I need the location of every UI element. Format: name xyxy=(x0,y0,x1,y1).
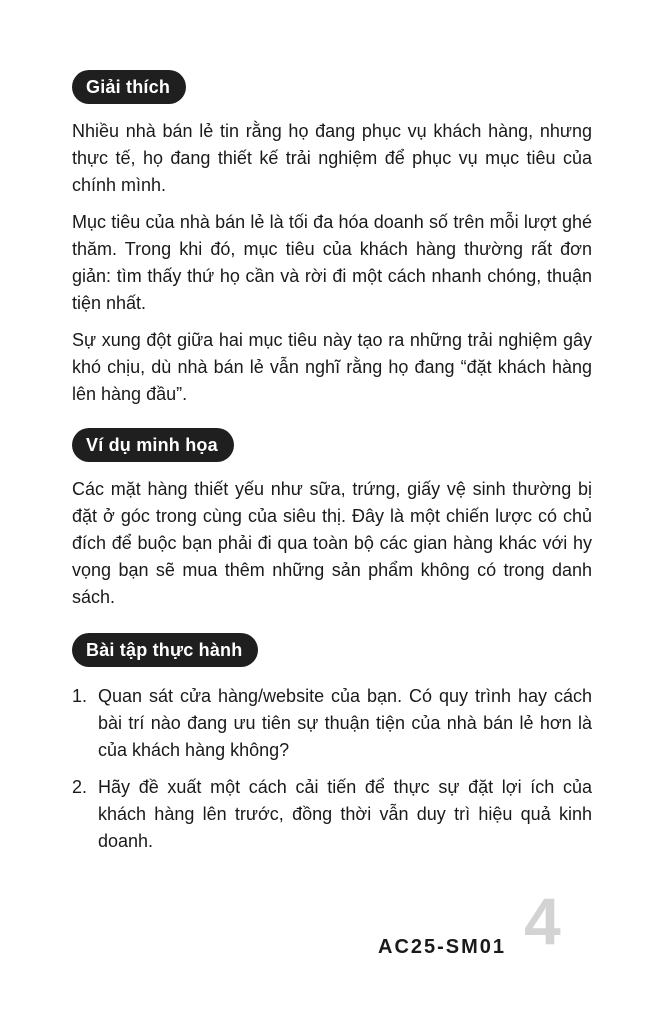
exercise-item-text: Hãy đề xuất một cách cải tiến để thực sự đặt lợi ích của khách hàng lên trước, đồng thời vẫn duy trì hiệu quả kinh doanh. xyxy=(98,777,592,851)
section-title-exercise: Bài tập thực hành xyxy=(72,633,258,667)
explanation-paragraph-2: Mục tiêu của nhà bán lẻ là tối đa hóa doanh số trên mỗi lượt ghé thăm. Trong khi đó, mục tiêu của khách hàng thường rất đơn giản: tìm thấy thứ họ cần và rời đi một cách nhanh chóng, thuận tiện nhất. xyxy=(72,212,592,313)
exercise-list xyxy=(72,683,592,855)
section-title-example: Ví dụ minh họa xyxy=(72,428,234,462)
section-example xyxy=(72,428,592,611)
footer-code: AC25-SM01 xyxy=(378,936,507,958)
page-content xyxy=(72,70,592,855)
section-title-explanation: Giải thích xyxy=(72,70,186,104)
exercise-item-number: 2. xyxy=(72,777,88,797)
exercise-item xyxy=(72,683,592,764)
explanation-paragraph-3: Sự xung đột giữa hai mục tiêu này tạo ra những trải nghiệm gây khó chịu, dù nhà bán lẻ vẫn nghĩ rằng họ đang “đặt khách hàng lên hàng đầu”. xyxy=(72,330,592,404)
example-paragraph: Các mặt hàng thiết yếu như sữa, trứng, giấy vệ sinh thường bị đặt ở góc trong cùng của siêu thị. Đây là một chiến lược có chủ đích để buộc bạn phải đi qua toàn bộ các gian hàng khác với hy vọng bạn sẽ mua thêm những sản phẩm không có trong danh sách. xyxy=(72,479,592,607)
section-explanation xyxy=(72,70,592,408)
exercise-item-number: 1. xyxy=(72,686,88,706)
page-number: 4 xyxy=(524,884,561,958)
exercise-item-text: Quan sát cửa hàng/website của bạn. Có quy trình hay cách bài trí nào đang ưu tiên sự thuận tiện của nhà bán lẻ hơn là của khách hàng không? xyxy=(98,686,592,760)
explanation-paragraph-1: Nhiều nhà bán lẻ tin rằng họ đang phục vụ khách hàng, nhưng thực tế, họ đang thiết kế trải nghiệm để phục vụ mục tiêu của chính mình. xyxy=(72,121,592,195)
section-exercise xyxy=(72,633,592,855)
exercise-item xyxy=(72,774,592,855)
